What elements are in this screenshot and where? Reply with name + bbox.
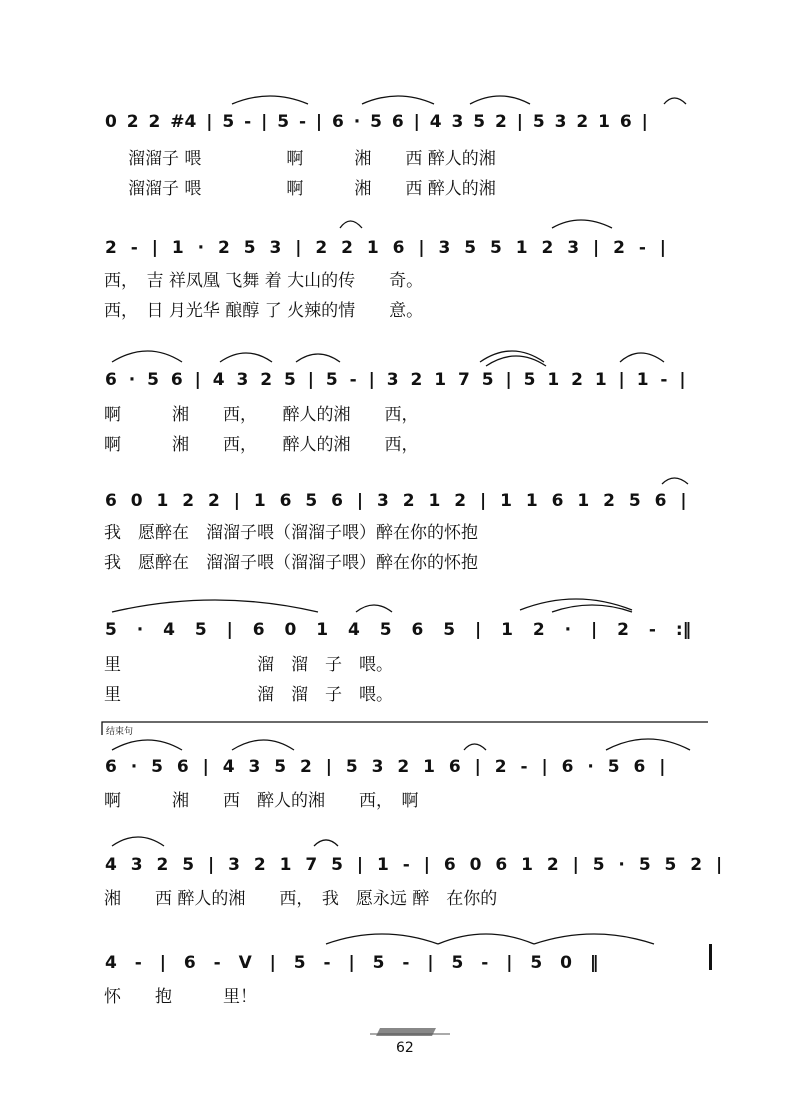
page-number: 62 xyxy=(396,1040,414,1056)
ending-bracket xyxy=(102,722,708,735)
lyric-line-3a: 啊 湘 西， 醉人的湘 西， xyxy=(104,405,419,425)
lyric-line-5a: 里 溜 溜 子 喂。 xyxy=(104,655,393,675)
ending-section-label: 结束句 xyxy=(106,727,134,737)
notation-line-7: 4 3 2 5 | 3 2 1 7 5 | 1 - | 6 0 6 1 2 | 5 · 5 5 2 | xyxy=(105,855,723,875)
slur xyxy=(232,96,308,104)
final-barline xyxy=(709,944,712,970)
notation-line-8: 4 - | 6 - V | 5 - | 5 - | 5 - | 5 0 ‖ xyxy=(105,953,599,973)
notation-line-3: 6 · 5 6 | 4 3 2 5 | 5 - | 3 2 1 7 5 | 5 1 2 1 | 1 - | xyxy=(105,370,686,390)
slur xyxy=(112,837,164,846)
slur xyxy=(464,744,486,750)
slur xyxy=(314,840,338,846)
lyric-line-8: 怀 抱 里！ xyxy=(104,987,257,1007)
slur xyxy=(552,220,612,228)
lyric-line-2b: 西， 日 月光华 酿醇 了 火辣的情 意。 xyxy=(104,301,424,321)
notation-line-6: 6 · 5 6 | 4 3 5 2 | 5 3 2 1 6 | 2 - | 6 · 5 6 | xyxy=(105,757,666,777)
slur xyxy=(470,96,530,104)
slur xyxy=(112,740,182,750)
slur xyxy=(112,351,182,362)
page-footer-bar xyxy=(376,1028,436,1036)
notation-line-2: 2 - | 1 · 2 5 3 | 2 2 1 6 | 3 5 5 1 2 3 | 2 - | xyxy=(105,238,666,258)
slur xyxy=(112,600,318,612)
slur xyxy=(362,96,434,104)
lyric-line-5b: 里 溜 溜 子 喂。 xyxy=(104,685,393,705)
lyric-line-4a: 我 愿醉在 溜溜子喂（溜溜子喂）醉在你的怀抱 xyxy=(104,523,478,543)
slur xyxy=(664,98,686,104)
slur xyxy=(534,934,654,944)
slur xyxy=(220,353,272,362)
slur xyxy=(356,605,392,612)
slur xyxy=(662,478,688,484)
slur xyxy=(438,934,534,944)
slur xyxy=(606,739,690,750)
slur xyxy=(620,353,664,362)
slur xyxy=(326,934,438,944)
lyric-line-4b: 我 愿醉在 溜溜子喂（溜溜子喂）醉在你的怀抱 xyxy=(104,553,478,573)
lyric-line-6: 啊 湘 西 醉人的湘 西， 啊 xyxy=(104,791,419,811)
lyric-line-1a: 溜溜子 喂 啊 湘 西 醉人的湘 xyxy=(128,149,496,169)
notation-line-4: 6 0 1 2 2 | 1 6 5 6 | 3 2 1 2 | 1 1 6 1 2 5 6 | xyxy=(105,491,687,511)
lyric-line-1b: 溜溜子 喂 啊 湘 西 醉人的湘 xyxy=(128,179,496,199)
slur xyxy=(232,740,294,750)
notation-line-1: 0 2 2 #4 | 5 - | 5 - | 6 · 5 6 | 4 3 5 2 | 5 3 2 1 6 | xyxy=(105,112,648,132)
slur xyxy=(520,599,632,610)
notation-line-5: 5 · 4 5 | 6 0 1 4 5 6 5 | 1 2 · | 2 - :‖ xyxy=(105,620,692,640)
lyric-line-2a: 西， 吉 祥凤凰 飞舞 着 大山的传 奇。 xyxy=(104,271,424,291)
lyric-line-3b: 啊 湘 西， 醉人的湘 西， xyxy=(104,435,419,455)
slur xyxy=(296,354,340,362)
lyric-line-7: 湘 西 醉人的湘 西， 我 愿永远 醉 在你的 xyxy=(104,889,498,909)
slur xyxy=(340,221,362,228)
